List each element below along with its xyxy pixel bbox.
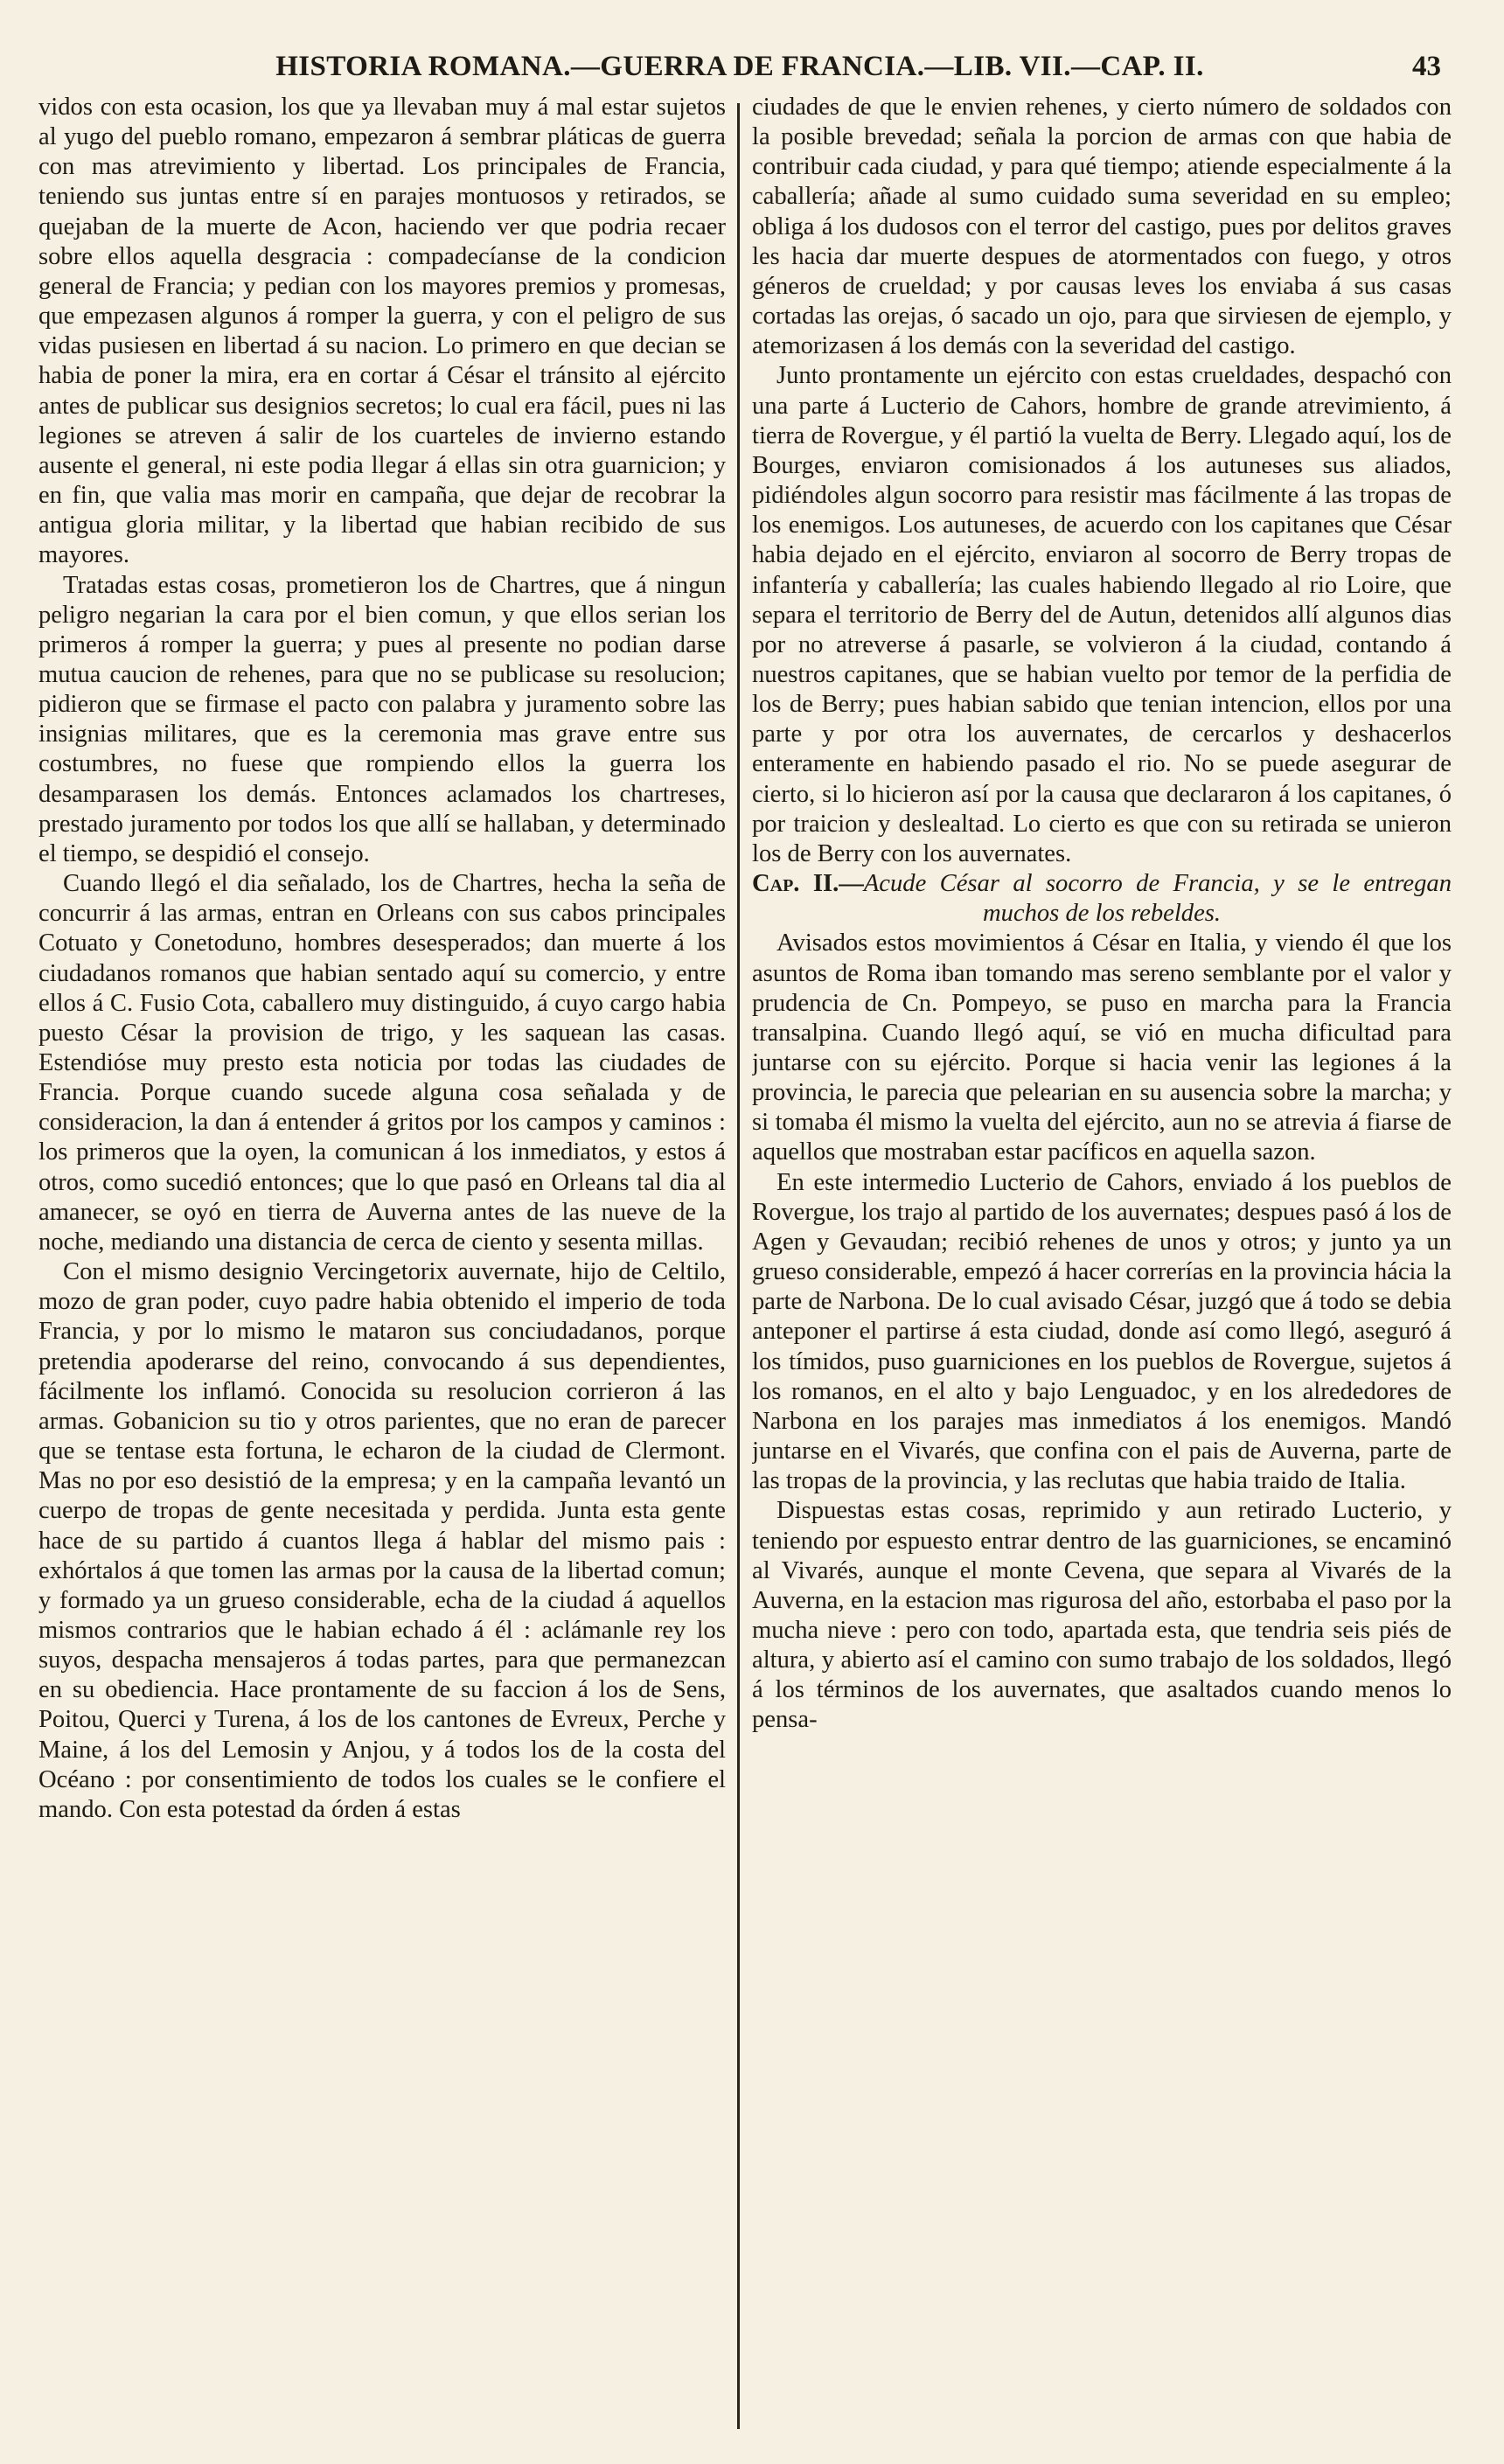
- running-title: HISTORIA ROMANA.—GUERRA DE FRANCIA.—LIB. VII.—CAP. II.: [275, 51, 1204, 82]
- paragraph: ciudades de que le envien rehenes, y cierto número de soldados con la posible brevedad; señala la porcion de armas con que habia de contribuir cada ciudad, y para qué tiempo; atiende especialmente á la caballería; añade al sumo cuidado suma severidad en su empleo; obliga á los dudosos con el terror del castigo, pues por delitos graves les hacia dar muerte despues de atormentados con fuego, y otros géneros de crueldad; y por causas leves los enviaba á sus casas cortadas las orejas, ó sacado un ojo, para que sirviesen de ejemplo, y atemorizasen á los demás con la severidad del castigo.: [752, 94, 1452, 360]
- page-header: [38, 51, 1441, 86]
- column-divider: [737, 103, 740, 2429]
- chapter-label: Cap. II.—: [752, 870, 864, 898]
- paragraph: Tratadas estas cosas, prometieron los de Chartres, que á ningun peligro negarian la cara por el bien comun, y que ellos serian los primeros á romper la guerra; y pues al presente no podian darse mutua caucion de rehenes, para que no se publicase su resolucion; pidieron que se firmase el pacto con palabra y juramento sobre las insignias militares, que es la ceremonia mas grave entre sus costumbres, no fuese que rompiendo ellos la guerra los desamparasen los demás. Entonces aclamados los chartreses, prestado juramento por todos los que allí se hallaban, y determinado el tiempo, se despidió el consejo.: [38, 571, 726, 867]
- right-column: [752, 93, 1452, 2436]
- page-number: 43: [1412, 51, 1441, 82]
- paragraph: Cuando llegó el dia señalado, los de Chartres, hecha la seña de concurrir á las armas, entran en Orleans con sus cabos principales Cotuato y Conetoduno, hombres desesperados; dan muerte á los ciudadanos romanos que habian sentado aquí su comercio, y entre ellos á C. Fusio Cota, caballero muy distinguido, á cuyo cargo habia puesto César la provision de trigo, y les saquean las casas. Estendióse muy presto esta noticia por todas las ciudades de Francia. Porque cuando sucede alguna cosa señalada y de consideracion, la dan á entender á gritos por los campos y caminos : los primeros que la oyen, la comunican á los inmediatos, y estos á otros, como sucedió entonces; que lo que pasó en Orleans tal dia al amanecer, se oyó en tierra de Auverna antes de las nueve de la noche, mediando una distancia de cerca de ciento y sesenta millas.: [38, 870, 726, 1256]
- left-column: [38, 93, 726, 2436]
- paragraph: Avisados estos movimientos á César en Italia, y viendo él que los asuntos de Roma iban tomando mas sereno semblante por el valor y prudencia de Cn. Pompeyo, se puso en marcha para la Francia transalpina. Cuando llegó aquí, se vió en mucha dificultad para juntarse con su ejército. Porque si hacia venir las legiones á la provincia, le parecia que pelearian en su ausencia sobre la marcha; y si tomaba él mismo la vuelta del ejército, aun no se atrevia á fiarse de aquellos que mostraban estar pacíficos en aquella sazon.: [752, 929, 1452, 1166]
- paragraph: vidos con esta ocasion, los que ya llevaban muy á mal estar sujetos al yugo del pueblo romano, empezaron á sembrar pláticas de guerra con mas atrevimiento y libertad. Los principales de Francia, teniendo sus juntas entre sí en parajes montuosos y retirados, se quejaban de la muerte de Acon, haciendo ver que podria recaer sobre ellos aquella desgracia : compadecíanse de la condicion general de Francia; y pedian con los mayores premios y promesas, que empezasen algunos á romper la guerra, y con el peligro de sus vidas pusiesen en libertad á su nacion. Lo primero en que decian se habia de poner la mira, era en cortar á César el tránsito al ejército antes de publicar sus designios secretos; lo cual era fácil, pues ni las legiones se atreven á salir de los cuarteles de invierno estando ausente el general, ni este podia llegar á ellas sin otra guarnicion; y en fin, que valia mas morir en campaña, que dejar de recobrar la antigua gloria militar, y la libertad que habian recibido de sus mayores.: [38, 94, 726, 569]
- chapter-title: Acude César al socorro de Francia, y se le entregan muchos de los rebeldes.: [863, 870, 1452, 928]
- paragraph: En este intermedio Lucterio de Cahors, enviado á los pueblos de Rovergue, los trajo al partido de los auvernates; despues pasó á los de Agen y Gevaudan; recibió rehenes de unos y otros; y junto ya un grueso considerable, empezó á hacer correrías en la provincia hácia la parte de Narbona. De lo cual avisado César, juzgó que á todo se debia anteponer el partirse á esta ciudad, donde así como llegó, aseguró á los tímidos, puso guarniciones en los pueblos de Rovergue, sujetos á los romanos, en el alto y bajo Lenguadoc, y en los alrededores de Narbona en los parajes mas inmediatos á los enemigos. Mandó juntarse en el Vivarés, que confina con el pais de Auverna, parte de las tropas de la provincia, y las reclutas que habia traido de Italia.: [752, 1168, 1452, 1495]
- paragraph: Dispuestas estas cosas, reprimido y aun retirado Lucterio, y teniendo por espuesto entrar dentro de las guarniciones, se encaminó al Vivarés, aunque el monte Cevena, que separa al Vivarés de la Auverna, en la estacion mas rigurosa del año, estorbaba el paso por la mucha nieve : pero con todo, apartada esta, que tendria seis piés de altura, y abierto así el camino con sumo trabajo de los soldados, llegó á los términos de los auvernates, que asaltados cuando menos lo pensa-: [752, 1497, 1452, 1734]
- chapter-heading: [752, 869, 1452, 929]
- paragraph: Junto prontamente un ejército con estas crueldades, despachó con una parte á Lucterio de Cahors, hombre de grande atrevimiento, á tierra de Rovergue, y él partió la vuelta de Berry. Llegado aquí, los de Bourges, enviaron comisionados á los autuneses sus aliados, pidiéndoles algun socorro para resistir mas fácilmente á las tropas de los enemigos. Los autuneses, de acuerdo con los capitanes que César habia dejado en el ejército, enviaron al socorro de Berry tropas de infantería y caballería; las cuales habiendo llegado al rio Loire, que separa el territorio de Berry del de Autun, detenidos allí algunos dias por no atreverse á pasarle, se volvieron á la ciudad, contando á nuestros capitanes, que se habian vuelto por temor de la perfidia de los de Berry; pues habian sabido que tenian intencion, ellos por una parte y por otra los auvernates, de cercarlos y deshacerlos enteramente en habiendo pasado el rio. No se puede asegurar de cierto, si lo hicieron así por la causa que declararon á los capitanes, ó por traicion y deslealtad. Lo cierto es que con su retirada se unieron los de Berry con los auvernates.: [752, 362, 1452, 867]
- paragraph: Con el mismo designio Vercingetorix auvernate, hijo de Celtilo, mozo de gran poder, cuyo padre habia obtenido el imperio de toda Francia, y por lo mismo le mataron sus conciudadanos, porque pretendia apoderarse del reino, convocando á sus dependientes, fácilmente los inflamó. Conocida su resolucion corrieron á las armas. Gobanicion su tio y otros parientes, que no eran de parecer que se tentase esta fortuna, le echaron de la ciudad de Clermont. Mas no por eso desistió de la empresa; y en la campaña levantó un cuerpo de tropas de gente necesitada y perdida. Junta esta gente hace de su partido á cuantos llega á hablar del mismo pais : exhórtalos á que tomen las armas por la causa de la libertad comun; y formado ya un grueso considerable, echa de la ciudad á aquellos mismos contrarios que le habian echado á él : aclámanle rey los suyos, despacha mensajeros á todas partes, para que permanezcan en su obediencia. Hace prontamente de su faccion á los de Sens, Poitou, Querci y Turena, á los de los cantones de Evreux, Perche y Maine, á los del Lemosin y Anjou, y á todos los de la costa del Océano : por consentimiento de todos los cuales se le confiere el mando. Con esta potestad da órden á estas: [38, 1258, 726, 1823]
